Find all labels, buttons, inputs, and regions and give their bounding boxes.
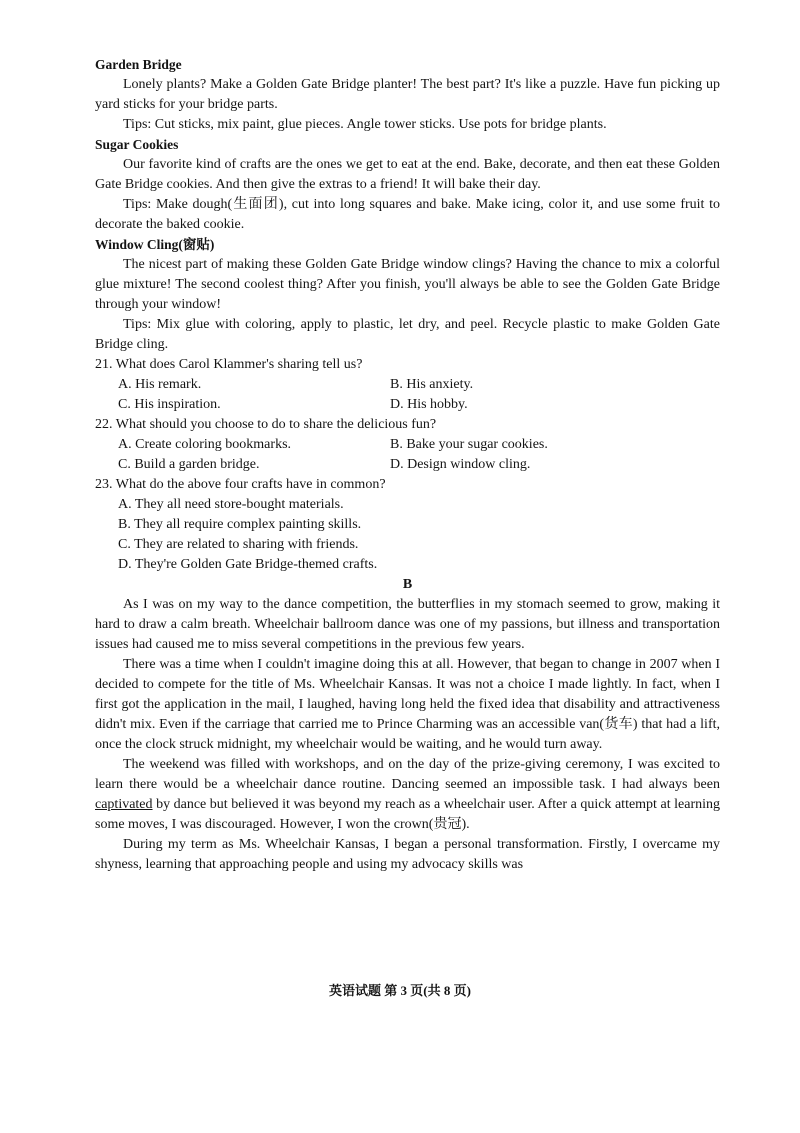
passage-b-paragraph-4: During my term as Ms. Wheelchair Kansas, I began a personal transformation. Firstly, I overcame my shyness, learning that approaching people and using my advocacy skills was [95, 837, 720, 872]
question-22-option-c: C. Build a garden bridge. [118, 457, 260, 472]
paragraph-3-text-before: The weekend was filled with workshops, and on the day of the prize-giving ceremony, I was excited to learn there would be a wheelchair dance routine. Dancing seemed an impossible task. I had always been [95, 757, 720, 792]
exam-page [95, 55, 720, 875]
page-footer: 英语试题 第 3 页(共 8 页) [329, 983, 471, 998]
paragraph-3-text-after: by dance but believed it was beyond my reach as a wheelchair user. After a quick attempt at learning some moves, I was discouraged. However, I won the crown(贵冠). [95, 797, 720, 832]
question-22-options [95, 435, 720, 475]
question-21-option-a: A. His remark. [118, 377, 202, 392]
sugar-cookies-heading: Sugar Cookies [95, 137, 179, 152]
passage-b-paragraph-1: As I was on my way to the dance competition, the butterflies in my stomach seemed to grow, making it hard to draw a calm breath. Wheelchair ballroom dance was one of my passions, but illness and transportation issues had caused me to miss several competitions in the previous few years. [95, 597, 720, 652]
garden-bridge-tips: Tips: Cut sticks, mix paint, glue pieces. Angle tower sticks. Use pots for bridge plants. [123, 117, 607, 132]
window-cling-intro: The nicest part of making these Golden Gate Bridge window clings? Having the chance to mix a colorful glue mixture! The second coolest thing? After you finish, you'll always be able to see the Golden Gate Bridge through your window! [95, 257, 720, 312]
question-21-option-c: C. His inspiration. [118, 397, 221, 412]
question-23-option-d: D. They're Golden Gate Bridge-themed crafts. [118, 557, 378, 572]
garden-bridge-intro: Lonely plants? Make a Golden Gate Bridge planter! The best part? It's like a puzzle. Have fun picking up yard sticks for your bridge parts. [95, 77, 720, 112]
question-23-options [95, 495, 720, 575]
question-22-option-a: A. Create coloring bookmarks. [118, 437, 292, 452]
question-21-option-b: B. His anxiety. [390, 377, 474, 392]
question-22-option-d: D. Design window cling. [390, 457, 531, 472]
question-21-options [95, 375, 720, 415]
window-cling-heading: Window Cling(窗贴) [95, 237, 215, 252]
sugar-cookies-tips: Tips: Make dough(生面团), cut into long squares and bake. Make icing, color it, and use some fruit to decorate the baked cookie. [95, 197, 720, 232]
passage-b-label: B [402, 577, 413, 592]
question-21-stem: 21. What does Carol Klammer's sharing tell us? [95, 357, 363, 372]
underlined-word-captivated: captivated [95, 797, 153, 812]
question-21-option-d: D. His hobby. [390, 397, 468, 412]
sugar-cookies-intro: Our favorite kind of crafts are the ones we get to eat at the end. Bake, decorate, and then eat these Golden Gate Bridge cookies. And then give the extras to a friend! It will bake their day. [95, 157, 720, 192]
question-23-option-a: A. They all need store-bought materials. [118, 497, 344, 512]
garden-bridge-heading: Garden Bridge [95, 57, 182, 72]
question-23-option-b: B. They all require complex painting skills. [118, 517, 362, 532]
question-22-option-b: B. Bake your sugar cookies. [390, 437, 548, 452]
question-22-stem: 22. What should you choose to do to share the delicious fun? [95, 417, 437, 432]
passage-b-paragraph-3 [95, 755, 720, 835]
window-cling-tips: Tips: Mix glue with coloring, apply to plastic, let dry, and peel. Recycle plastic to make Golden Gate Bridge cling. [95, 317, 720, 352]
passage-b-paragraph-2: There was a time when I couldn't imagine doing this at all. However, that began to change in 2007 when I decided to compete for the title of Ms. Wheelchair Kansas. It was not a choice I made lightly. In fact, when I first got the application in the mail, I laughed, having long held the fixed idea that disability and attractiveness didn't mix. Even if the carriage that carried me to Prince Charming was an accessible van(货车) that had a lift, once the clock struck midnight, my wheelchair would be waiting, and he would turn away. [95, 657, 720, 752]
question-23-stem: 23. What do the above four crafts have in common? [95, 477, 386, 492]
question-23-option-c: C. They are related to sharing with friends. [118, 537, 359, 552]
